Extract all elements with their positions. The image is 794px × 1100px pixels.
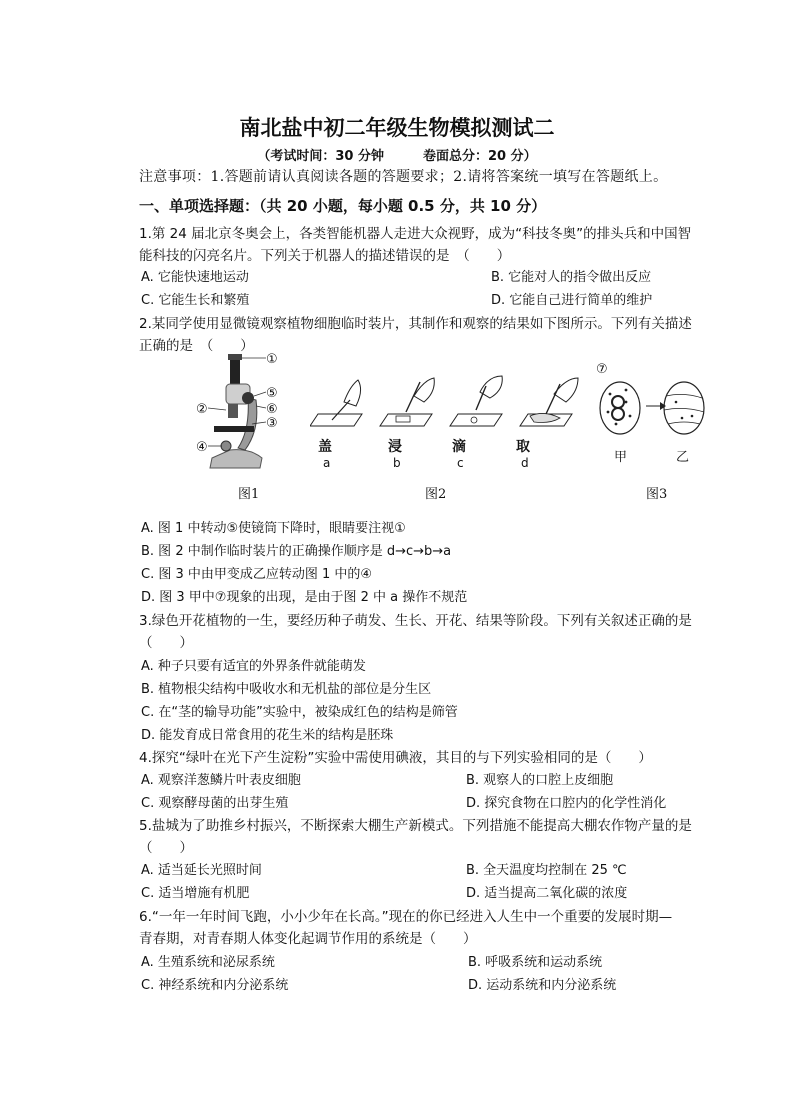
question-2-stem-line-2: 正确的是 （ ） xyxy=(139,338,254,354)
fig1-marker-2: ② xyxy=(196,402,208,417)
fig2-caption: 图2 xyxy=(425,487,447,502)
fig2-step-b-char: 浸 xyxy=(388,439,402,455)
question-4-option-b: B. 观察人的口腔上皮细胞 xyxy=(466,773,614,788)
question-3-option-a: A. 种子只要有适宜的外界条件就能萌发 xyxy=(141,659,366,674)
question-6-option-b: B. 呼吸系统和运动系统 xyxy=(468,955,603,970)
question-3-option-b: B. 植物根尖结构中吸收水和无机盐的部位是分生区 xyxy=(141,682,432,697)
question-1-option-d: D. 它能自己进行简单的维护 xyxy=(491,293,653,308)
question-1-option-c: C. 它能生长和繁殖 xyxy=(141,293,250,308)
question-6-option-a: A. 生殖系统和泌尿系统 xyxy=(141,955,275,970)
question-3-option-c: C. 在“茎的输导功能”实验中，被染成红色的结构是筛管 xyxy=(141,705,458,720)
question-2-option-b: B. 图 2 中制作临时装片的正确操作顺序是 d→c→b→a xyxy=(141,544,452,559)
fig2-step-a-char: 盖 xyxy=(318,439,332,455)
exam-title: 南北盐中初二年级生物模拟测试二 xyxy=(239,115,555,140)
question-5-option-a: A. 适当延长光照时间 xyxy=(141,863,262,878)
question-3-option-d: D. 能发育成日常食用的花生米的结构是胚珠 xyxy=(141,728,394,743)
question-4-option-c: C. 观察酵母菌的出芽生殖 xyxy=(141,796,289,811)
question-5-option-c: C. 适当增施有机肥 xyxy=(141,886,250,901)
fig1-marker-1: ① xyxy=(266,352,278,367)
question-4-option-d: D. 探究食物在口腔内的化学性消化 xyxy=(466,796,667,811)
question-1-stem-line-2: 能科技的闪亮名片。下列关于机器人的描述错误的是 （ ） xyxy=(139,248,511,264)
fig1-caption: 图1 xyxy=(238,487,260,502)
question-2-option-c: C. 图 3 中由甲变成乙应转动图 1 中的④ xyxy=(141,567,373,582)
question-5-option-d: D. 适当提高二氧化碳的浓度 xyxy=(466,886,628,901)
question-4-stem-line-1: 4.探究“绿叶在光下产生淀粉”实验中需使用碘液，其目的与下列实验相同的是（ ） xyxy=(139,750,652,766)
fig2-step-b-letter: b xyxy=(393,456,401,470)
question-3-stem-line-1: 3.绿色开花植物的一生，要经历种子萌发、生长、开花、结果等阶段。下列有关叙述正确的是 xyxy=(139,613,692,629)
exam-subtitle: （考试时间：30 分钟 卷面总分：20 分） xyxy=(257,149,537,164)
fig1-marker-4: ④ xyxy=(196,440,208,455)
question-6-option-d: D. 运动系统和内分泌系统 xyxy=(468,978,617,993)
fig2-step-d-char: 取 xyxy=(516,439,530,455)
question-2-option-a: A. 图 1 中转动⑤使镜筒下降时，眼睛要注视① xyxy=(141,521,406,536)
question-6-stem-line-1: 6.“一年一年时间飞跑，小小少年在长高。”现在的你已经进入人生中一个重要的发展时期— xyxy=(139,909,673,925)
question-5-option-b: B. 全天温度均控制在 25 ℃ xyxy=(466,863,627,878)
slide-preparation-figure xyxy=(310,372,590,432)
section-heading: 一、单项选择题：（共 20 小题，每小题 0.5 分，共 10 分） xyxy=(139,197,547,215)
question-2-option-d: D. 图 3 甲中⑦现象的出现，是由于图 2 中 a 操作不规范 xyxy=(141,590,468,605)
question-4-option-a: A. 观察洋葱鳞片叶表皮细胞 xyxy=(141,773,301,788)
cell-view-figure xyxy=(596,372,706,442)
question-6-option-c: C. 神经系统和内分泌系统 xyxy=(141,978,289,993)
fig2-step-a-letter: a xyxy=(323,456,331,470)
question-1-option-a: A. 它能快速地运动 xyxy=(141,270,249,285)
fig2-step-d-letter: d xyxy=(521,456,529,470)
fig1-marker-3: ③ xyxy=(266,416,278,431)
fig3-label-jia: 甲 xyxy=(614,450,628,465)
question-3-stem-line-2: （ ） xyxy=(139,635,193,651)
question-6-stem-line-2: 青春期，对青春期人体变化起调节作用的系统是（ ） xyxy=(139,931,477,947)
question-1-stem-line-1: 1.第 24 届北京冬奥会上，各类智能机器人走进大众视野，成为“科技冬奥”的排头兵和中国智 xyxy=(139,226,692,242)
fig3-label-yi: 乙 xyxy=(676,450,690,465)
question-1-option-b: B. 它能对人的指令做出反应 xyxy=(491,270,652,285)
fig2-step-c-letter: c xyxy=(457,456,464,470)
fig3-caption: 图3 xyxy=(646,487,668,502)
fig1-marker-6: ⑥ xyxy=(266,402,278,417)
fig3-marker-7: ⑦ xyxy=(596,362,608,377)
fig1-marker-5: ⑤ xyxy=(266,386,278,401)
question-5-stem-line-1: 5.盐城为了助推乡村振兴，不断探索大棚生产新模式。下列措施不能提高大棚农作物产量的是 xyxy=(139,818,692,834)
question-5-stem-line-2: （ ） xyxy=(139,840,193,856)
fig2-step-c-char: 滴 xyxy=(452,439,466,455)
question-2-stem-line-1: 2.某同学使用显微镜观察植物细胞临时装片，其制作和观察的结果如下图所示。下列有关描述 xyxy=(139,316,692,332)
exam-notice: 注意事项：1.答题前请认真阅读各题的答题要求；2.请将答案统一填写在答题纸上。 xyxy=(139,169,668,185)
